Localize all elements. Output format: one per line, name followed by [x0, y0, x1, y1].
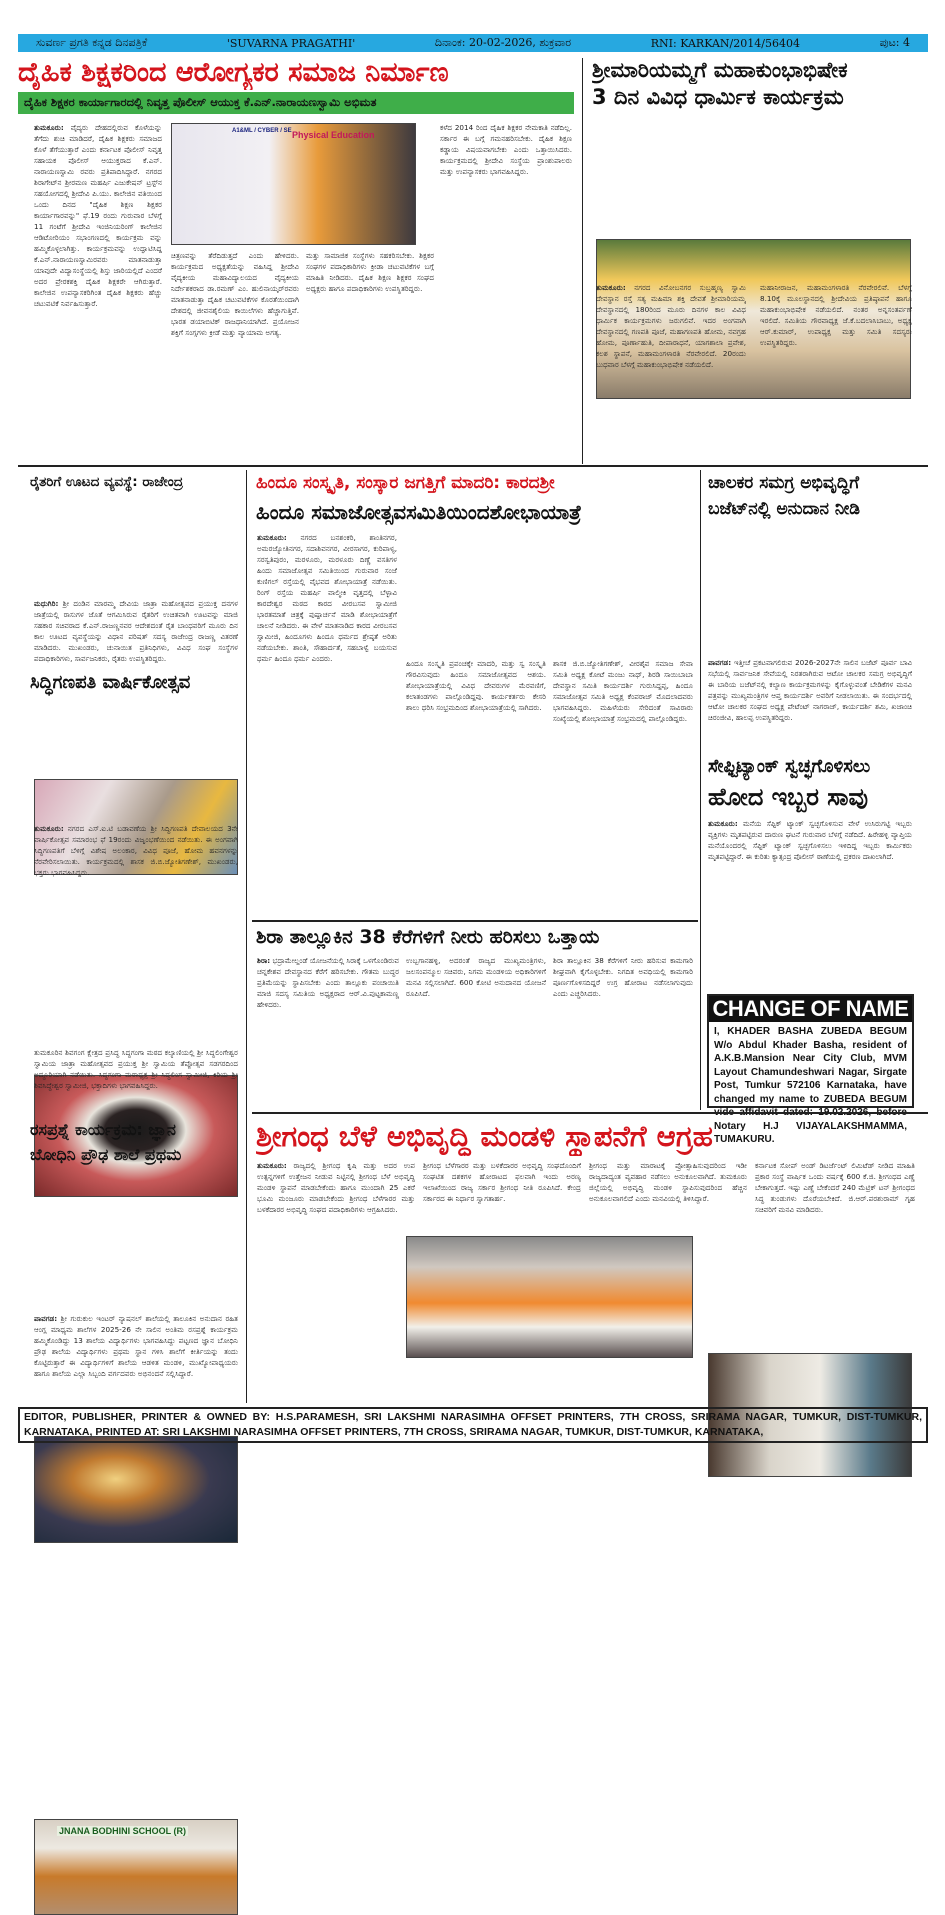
photo-teppotsava: [34, 1436, 238, 1543]
article-farmers-meal: [34, 598, 238, 674]
photo-fitness-workshop: [171, 123, 416, 245]
article-sandalwood-col3: ಶ್ರೀಗಂಧ ಮತ್ತು ಮಾರಾಟಕ್ಕೆ ಪ್ರೋತ್ಸಾಹಿಸುವುದರಿಂದ ಇಡೀ ರಾಜ್ಯದಾದ್ಯಂತ ವ್ಯವಹಾರ ನಡೆಸಲು ಅನುಕೂಲವಾಗಿದೆ. ತುಮಕೂರು ಜಿಲ್ಲೆಯಲ್ಲಿ ಅಭಿವೃದ್ಧಿ ಮಂಡಳಿ ಸ್ಥಾಪಿಸುವುದರಿಂದ ಹೆಚ್ಚಿನ ಅನುಕೂಲವಾಗಲಿದೆ ಎಂದು ಮನವಿಯಲ್ಲಿ ತಿಳಿಸಿದ್ದಾರೆ.: [589, 1161, 747, 1203]
headline-siddaganapathi: ಸಿದ್ಧಿಗಣಪತಿ ವಾರ್ಷಿಕೋತ್ಸವ: [30, 672, 191, 693]
notice-title: CHANGE OF NAME: [709, 996, 912, 1022]
headline-fitness: ದೈಹಿಕ ಶಿಕ್ಷಕರಿಂದ ಆರೋಗ್ಯಕರ ಸಮಾಜ ನಿರ್ಮಾಣ: [18, 57, 449, 88]
dateline: ತುಮಕೂರು:: [708, 819, 738, 828]
headline-septic-line1: ಸೇಫ್ಟಿಟ್ಯಾಂಕ್ ಸ್ವಚ್ಛಗೊಳಿಸಲು: [708, 756, 871, 777]
section-divider: [18, 465, 928, 467]
headline-hindu-line2: ಹಿಂದೂ ಸಮಾಜೋತ್ಸವಸಮಿತಿಯಿಂದಶೋಭಾಯಾತ್ರೆ: [256, 500, 582, 524]
article-text: ನಗರದ ವಿನೋಬನಗರ ಸುಬ್ರಹ್ಮಣ್ಯ ಸ್ವಾಮಿ ದೇವಸ್ಥಾನ ರಸ್ತೆ ಸತ್ಯ ಮಹಿಮಾ ಶಕ್ತಿ ದೇವತೆ ಶ್ರೀಮಾರಿಯಮ್ಮ ದೇವಸ್ಥಾನದಲ್ಲಿ 180ರಿಂದ ಮೂರು ದಿನಗಳ ಕಾಲ ವಿವಿಧ ಧಾರ್ಮಿಕ ಕಾರ್ಯಕ್ರಮಗಳು ಜರುಗಲಿವೆ. ಇದರ ಅಂಗವಾಗಿ ದೇವಸ್ಥಾನದಲ್ಲಿ ಗಣಪತಿ ಪೂಜೆ, ಮಹಾಗಣಪತಿ ಹೋಮ, ನವಗ್ರಹ ಹೋಮ, ಪೂರ್ಣಾಹುತಿ, ದೀಪಾರಾಧನೆ, ಯಾಗಶಾಲಾ ಪ್ರವೇಶ, ಕಲಶ ಸ್ಥಾಪನೆ, ಮಹಾಮಂಗಳಾರತಿ ನೆರವೇರಲಿದೆ. 20ರಂದು ಬುಧವಾರ ಬೆಳಗ್ಗೆ ಮಹಾಕುಂಭಾಭಿಷೇಕ ನಡೆಯಲಿದೆ.: [596, 283, 746, 369]
subhead-fitness: ದೈಹಿಕ ಶಿಕ್ಷಕರ ಕಾರ್ಯಾಗಾರದಲ್ಲಿ ನಿವೃತ್ತ ಪೊಲೀಸ್ ಆಯುಕ್ತ ಕೆ.ಎನ್.ನಾರಾಯಣಸ್ವಾಮಿ ಅಭಿಮತ: [18, 92, 574, 114]
headline-drivers-line1: ಚಾಲಕರ ಸಮಗ್ರ ಅಭಿವೃದ್ಧಿಗೆ: [708, 473, 860, 493]
article-text: ವೈದ್ಯರು ದೇಹದಲ್ಲಿರುವ ಕೊಳೆಯನ್ನು ತೆಗೆದು ಶುಚಿ ಮಾಡಿದರೆ, ದೈಹಿಕ ಶಿಕ್ಷಕರು ಸಮಾಜದ ಕೊಳೆ ತೆಗೆಯುತ್ತಾರೆ ಎಂದು ಕರ್ನಾಟಕ ಪೊಲೀಸ್ ನಿವೃತ್ತ ಸಹಾಯಕ ಪೊಲೀಸ್ ಆಯುಕ್ತರಾದ ಕೆ.ಎನ್. ನಾರಾಯಣಸ್ವಾಮಿ ರವರು ಪ್ರತಿಪಾದಿಸಿದ್ದಾರೆ. ನಗರದ ಶಿರಾಗೇಟ್‌ನ ಶ್ರೀರಮಣ ಮಹರ್ಷಿ ಎಜುಕೇಷನ್ ಟ್ರಸ್ಟ್‌ನ ಸಹಯೋಗದಲ್ಲಿ ಶ್ರೀದೇವಿ ಪಿ.ಯು. ಕಾಲೇಜಿನ ವತಿಯಿಂದ ಒಂದು ದಿನದ "ದೈಹಿಕ ಶಿಕ್ಷಣ ಶಿಕ್ಷಕರ ಕಾರ್ಯಾಗಾರವನ್ನು" ಫೆ.19 ರಂದು ಗುರುವಾರ ಬೆಳಗ್ಗೆ 11 ಗಂಟೆಗೆ ಶ್ರೀದೇವಿ ಇಂಜಿನಿಯರಿಂಗ್ ಕಾಲೇಜಿನ ಆಡಿಟೋರಿಯಂ ಸಭಾಂಗಣದಲ್ಲಿ ಕಾರ್ಯಕ್ರಮ ವನ್ನು ಹಮ್ಮಿಕೊಳ್ಳಲಾಗಿತ್ತು. ಕಾರ್ಯಕ್ರಮವನ್ನು ಉದ್ಘಾಟಿಸಿದ್ದ ಕೆ.ಎನ್.ನಾರಾಯಣಸ್ವಾಮಿರವರು ಮಾತನಾಡುತ್ತಾ ಯಾವುದೇ ವಿದ್ಯಾಸಂಸ್ಥೆಯಲ್ಲಿ ಶಿಸ್ತು ಜಾರಿಯಲ್ಲಿದೆ ಎಂದರೆ ಅದರ ಪ್ರೇರಕಶಕ್ತಿ ದೈಹಿಕ ಶಿಕ್ಷಕರೇ ಆಗಿರುತ್ತಾರೆ. ಕಾಲೇಜಿನ ಉಪನ್ಯಾಸಕರಿಗಿಂತ ದೈಹಿಕ ಶಿಕ್ಷಕರು ಹೆಚ್ಚು ಚಟುವಟಿಕೆ ನಿರ್ವಹಿಸುತ್ತಾರೆ.: [34, 123, 162, 308]
article-hindu-col3: ಶಾಸಕ ಜಿ.ಬಿ.ಜ್ಯೋತಿಗಣೇಶ್, ವೀರಶೈವ ಸಮಾಜ ಸೇವಾ ಸಮಿತಿ ಅಧ್ಯಕ್ಷ ಕೋಟೆ ಮಂಜು ನಾಥ್, ಶಿರಡಿ ಸಾಯಿಬಾಬಾ ದೇವಸ್ಥಾನ ಸಮಿತಿ ಕಾರ್ಯದರ್ಶಿ ಗುರುಸಿದ್ದಪ್ಪ, ಹಿಂದೂ ಸಮಾಜೋತ್ಸವ ಸಮಿತಿ ಅಧ್ಯಕ್ಷ ಕೆಂಪರಾಜ್ ಮೊದಲಾದವರು ಭಾಗವಹಿಸಿದ್ದರು. ಮಹಿಳೆಯರು ಸೇರಿದಂತೆ ಸಾವಿರಾರು ಸಂಖ್ಯೆಯಲ್ಲಿ ಶೋಭಾಯಾತ್ರೆ ಸಂಭ್ರಮದಲ್ಲಿ ಪಾಲ್ಗೊಂಡಿದ್ದರು.: [553, 659, 693, 723]
change-of-name-notice: [707, 994, 914, 1145]
rni-number: RNI: KARKAN/2014/56404: [650, 36, 800, 50]
dateline: ತುಮಕೂರು:: [596, 283, 626, 292]
photo-banner-text: Physical Education: [292, 130, 375, 140]
column-divider: [700, 470, 701, 1110]
article-text: ನಗರದ ಬನಶಂಕರಿ, ಶಾಂತಿನಗರ, ಅಮರಜ್ಯೋತಿನಗರ, ಸದಾಶಿವನಗರ, ವೀರಸಾಗರ, ಕುರಿಪಾಳ್ಯ, ಸರಸ್ವತಿಪುರಂ, ಮರಳೂರು, ಮರಳೂರು ದಿಣ್ಣೆ ವಸತಿಗಳ ಹಿಂದು ಸಮಾಜೋತ್ಸವ ಸಮಿತಿಯಿಂದ ಗುರುವಾರ ಸಂಜೆ ಕುಣಿಗಲ್ ರಸ್ತೆಯಲ್ಲಿ ವೈಭವದ ಶೋಭಾಯಾತ್ರೆ ನಡೆಯಿತು. ರಿಂಗ್ ರಸ್ತೆಯ ಮಹರ್ಷಿ ವಾಲ್ಮೀಕಿ ವೃತ್ತದಲ್ಲಿ ಬೆಳ್ಳಾವಿ ಕಾರದೇಶ್ವರ ಮಠದ ಕಾರದ ವೀರಬಸವ ಸ್ವಾಮೀಜಿ ಭಾರತಮಾತೆ ಚಿತ್ರಕ್ಕೆ ಪುಷ್ಪಾರ್ಚನೆ ಮಾಡಿ ಶೋಭಾಯಾತ್ರೆಗೆ ಚಾಲನೆ ನೀಡಿದರು. ಈ ವೇಳೆ ಮಾತನಾಡಿದ ಕಾರದ ವೀರಬಸವ ಸ್ವಾಮೀಜಿ, ಹಿಂದೂಗಳು ಹಿಂದೂ ಧರ್ಮದ ಶ್ರೇಷ್ಠತೆ ಅರಿತು ನಡೆಯಬೇಕು. ಶಾಂತಿ, ಸೌಹಾರ್ದತೆ, ಸಹಬಾಳ್ವೆ ಬಯಸುವ ಧರ್ಮ ಹಿಂದೂ ಧರ್ಮ ಎಂದರು.: [257, 533, 397, 663]
dateline: ತುಮಕೂರು:: [34, 123, 64, 132]
dateline: ತುಮಕೂರು:: [257, 533, 287, 542]
article-drivers: [708, 657, 912, 745]
headline-kumbhabhisheka-line1: ಶ್ರೀಮಾರಿಯಮ್ಮಗೆ ಮಹಾಕುಂಭಾಭಿಷೇಕ: [592, 58, 848, 82]
article-text: ನಗರದ ಎಸ್.ಐ.ಟಿ ಬಡಾವಣೆಯ ಶ್ರೀ ಸಿದ್ಧಿಗಣಪತಿ ದೇವಾಲಯದ 3ನೇ ವಾರ್ಷಿಕೋತ್ಸವ ಸಮಾರಂಭ ಫೆ 19ರಂದು ವಿಜೃಂಭಣೆಯಿಂದ ನಡೆಯಿತು. ಈ ಅಂಗವಾಗಿ ಸಿದ್ಧಿಗಣಪತಿಗೆ ಬೆಳಿಗ್ಗೆ ವಿಶೇಷ ಅಲಂಕಾರ, ವಿವಿಧ ಪೂಜೆ, ಹೋಮ ಹವನಗಳನ್ನು ನೆರವೇರಿಸಲಾಯಿತು. ಕಾರ್ಯಕ್ರಮದಲ್ಲಿ ಶಾಸಕ ಜಿ.ಬಿ.ಜ್ಯೋತಿಗಣೇಶ್, ಮುಖಂಡರು, ಭಕ್ತರು ಭಾಗವಹಿಸಿದ್ದರು.: [34, 824, 238, 877]
article-quiz: [34, 1313, 238, 1399]
section-divider: [252, 1112, 928, 1114]
headline-drivers-line2: ಬಜೆಟ್‌ನಲ್ಲಿ ಅನುದಾನ ನೀಡಿ: [708, 499, 860, 519]
headline-hindu-line1: ಹಿಂದೂ ಸಂಸ್ಕೃತಿ, ಸಂಸ್ಕಾರ ಜಗತ್ತಿಗೆ ಮಾದರಿ: ಕಾರದಶ್ರೀ: [256, 473, 555, 493]
article-fitness-col4: ಕಳೆದ 2014 ರಿಂದ ದೈಹಿಕ ಶಿಕ್ಷಕರ ನೇಮಕಾತಿ ನಡೆದಿಲ್ಲ. ಸರ್ಕಾರ ಈ ಬಗ್ಗೆ ಗಮನಹರಿಸಬೇಕು. ದೈಹಿಕ ಶಿಕ್ಷಣ ಕಡ್ಡಾಯ ವಿಷಯವಾಗಬೇಕು ಎಂದು ಒತ್ತಾಯಿಸಿದರು. ಕಾರ್ಯಕ್ರಮದಲ್ಲಿ ಶ್ರೀದೇವಿ ಸಂಸ್ಥೆಯ ಪ್ರಾಂಶುಪಾಲರು ಮತ್ತು ಉಪನ್ಯಾಸಕರು ಭಾಗವಹಿಸಿದ್ದರು.: [440, 123, 572, 176]
article-text: ಭದ್ರಾಮೇಲ್ದಂಡೆ ಯೋಜನೆಯಲ್ಲಿ ಸಿರಾಕ್ಕೆ ಒಳಗೊಂಡಿರುವ ಚನ್ನಕೇಶವ ದೇವಸ್ಥಾನದ ಕೆರೆಗೆ ಹರಿಸಬೇಕು. ಗೌತಮ ಬುದ್ಧರ ಪ್ರತಿಮೆಯನ್ನು ಸ್ಥಾಪಿಸಬೇಕು ಎಂದು ತಾಲ್ಲೂಕು ಪಂಚಾಯಿತಿ ಮಾಜಿ ಸದಸ್ಯ ಸಮಿತಿಯ ಅಧ್ಯಕ್ಷರಾದ ಆರ್.ವಿ.ಪುಟ್ಟಕಾಮಣ್ಣ ಹೇಳಿದರು.: [257, 956, 399, 1009]
article-sandalwood-col4: ಕರ್ನಾಟಕ ಸೋಪ್ ಅಂಡ್ ಡಿಟರ್ಜೆಂಟ್ ಲಿಮಿಟೆಡ್ ನೀಡಿದ ಮಾಹಿತಿ ಪ್ರಕಾರ ಸಂಸ್ಥೆ ವಾರ್ಷಿಕ ಒಂದು ವರ್ಷಕ್ಕೆ 600 ಕೆ.ಜಿ. ಶ್ರೀಗಂಧದ ಎಣ್ಣೆ ಬೇಕಾಗುತ್ತದೆ. ಇಷ್ಟು ಎಣ್ಣೆ ಬೇಕೆಂದರೆ 240 ಮೆಟ್ರಿಕ್ ಟನ್ ಶ್ರೀಗಂಧದ ಸಿದ್ಧ ತುಂಡುಗಳು ದೊರೆಯಬೇಕಿದೆ. ಜಿ.ಆರ್.ಪರಶುರಾಮ್ ಗೃಹ ಸಚಿವರಿಗೆ ಮನವಿ ಮಾಡಿದರು.: [755, 1161, 915, 1214]
article-kumbhabhisheka-col1: [596, 282, 746, 462]
caption-teppotsava: ತುಮಕೂರಿನ ಶಿವಗಂಗ ಕ್ಷೇತ್ರದ ಪ್ರಸಿದ್ಧ ಸಿದ್ಧಗಂಗಾ ಮಠದ ಕಲ್ಯಾಣಿಯಲ್ಲಿ ಶ್ರೀ ಸಿದ್ಧಲಿಂಗೇಶ್ವರ ಸ್ವಾಮಿಯ ಜಾತ್ರಾ ಮಹೋತ್ಸವದ ಪ್ರಯುಕ್ತ ಶ್ರೀ ಸ್ವಾಮಿಯ ತೆಪ್ಪೋತ್ಸವ ಸಡಗರದಿಂದ ಅದ್ಧೂರಿಯಾಗಿ ನಡೆಯಿತು. ಸಿದ್ಧಗಂಗಾ ಮಠಾಧ್ಯಕ್ಷ ಶ್ರೀ ಸಿದ್ಧಲಿಂಗ ಸ್ವಾಮೀಜಿ, ಕಿರಿಯ ಶ್ರೀ ಶಿವಸಿದ್ಧೇಶ್ವರ ಸ್ವಾಮೀಜಿ, ಭಕ್ತಾದಿಗಳು ಭಾಗವಹಿಸಿದ್ದರು.: [34, 1048, 238, 1090]
article-septic: [708, 818, 912, 988]
masthead-band: [18, 34, 928, 52]
article-text: ಮನೆಯ ಸೆಪ್ಟಿಕ್ ಟ್ಯಾಂಕ್ ಸ್ವಚ್ಛಗೊಳಿಸುವ ವೇಳೆ ಉಸಿರುಗಟ್ಟಿ ಇಬ್ಬರು ವ್ಯಕ್ತಿಗಳು ಮೃತಪಟ್ಟಿರುವ ದಾರುಣ ಘಟನೆ ಗುರುವಾರ ಬೆಳಗ್ಗೆ ನಡೆದಿದೆ. ಹಿರೇಹಳ್ಳಿ ವ್ಯಾಪ್ತಿಯ ಮನೆಯೊಂದರಲ್ಲಿ ಸೆಪ್ಟಿಕ್ ಟ್ಯಾಂಕ್ ಸ್ವಚ್ಛಗೊಳಿಸಲು ಇಳಿದಿದ್ದ ಇಬ್ಬರು ಕಾರ್ಮಿಕರು ಮೃತಪಟ್ಟಿದ್ದಾರೆ. ಈ ಕುರಿತು ಕ್ಯಾತ್ಸಂದ್ರ ಪೊಲೀಸ್ ಠಾಣೆಯಲ್ಲಿ ಪ್ರಕರಣ ದಾಖಲಾಗಿದೆ.: [708, 819, 912, 861]
paper-name-kannada: ಸುವರ್ಣ ಪ್ರಗತಿ ಕನ್ನಡ ದಿನಪತ್ರಿಕೆ: [36, 36, 148, 49]
headline-sira-lakes: ಶಿರಾ ತಾಲ್ಲೂಕಿನ 38 ಕೆರೆಗಳಿಗೆ ನೀರು ಹರಿಸಲು ಒತ್ತಾಯ: [256, 926, 600, 948]
article-fitness-col1: [34, 122, 162, 462]
dateline: ತುಮಕೂರು:: [34, 824, 64, 833]
dateline: ಶಿರಾ:: [257, 956, 271, 965]
school-sign-text: JNANA BODHINI SCHOOL (R): [59, 1826, 187, 1836]
issue-date: ದಿನಾಂಕ: 20-02-2026, ಶುಕ್ರವಾರ: [434, 36, 572, 49]
photo-quiz-winners: [34, 1819, 238, 1915]
article-text: ಶ್ರೀ ಗುರುಕುಲ ಇಂಟರ್ ನ್ಯಾಷನಲ್ ಶಾಲೆಯಲ್ಲಿ ತಾಲೂಕಿನ ಅನುದಾನ ರಹಿತ ಆಂಗ್ಲ ಮಾಧ್ಯಮ ಶಾಲೆಗಳ 2025-26 ನೇ ಸಾಲಿನ ಅಂತಿಮ ರಸಪ್ರಶ್ನೆ ಕಾರ್ಯಕ್ರಮ ಹಮ್ಮಿಕೊಂಡಿದ್ದು 13 ಶಾಲೆಯ ವಿದ್ಯಾರ್ಥಿಗಳು ಭಾಗವಹಿಸಿದ್ದು ಪಟ್ಟಣದ ಜ್ಞಾನ ಬೋಧಿನಿ ಪ್ರೌಢ ಶಾಲೆಯ ವಿದ್ಯಾರ್ಥಿಗಳು ಪ್ರಥಮ ಸ್ಥಾನ ಗಳಿಸಿ ಶಾಲೆಗೆ ಕೀರ್ತಿಯನ್ನು ತಂದು ಕೊಟ್ಟಿರುತ್ತಾರೆ ಈ ವಿದ್ಯಾರ್ಥಿಗಳಿಗೆ ಶಾಲೆಯ ಆಡಳಿತ ಮಂಡಳಿ, ಮುಖ್ಯೋಪಾಧ್ಯಯರು ಹಾಗೂ ಶಾಲೆಯ ಎಲ್ಲಾ ಸಿಬ್ಬಂದಿ ವರ್ಗದವರು ಅಭಿನಂದನೆ ಸಲ್ಲಿಸಿದ್ದಾರೆ.: [34, 1314, 238, 1378]
article-sira-col3: ಶಿರಾ ತಾಲ್ಲೂಕಿನ 38 ಕೆರೆಗಳಿಗೆ ನೀರು ಹರಿಸುವ ಕಾಮಗಾರಿ ಶೀಘ್ರವಾಗಿ ಕೈಗೊಳ್ಳಬೇಕು. ನಿಗದಿತ ಅವಧಿಯಲ್ಲಿ ಕಾಮಗಾರಿ ಪೂರ್ಣಗೊಳಿಸದಿದ್ದರೆ ಉಗ್ರ ಹೋರಾಟ ನಡೆಸಲಾಗುವುದು ಎಂದು ಎಚ್ಚರಿಸಿದರು.: [553, 956, 693, 998]
article-sira-col1: [257, 955, 399, 1107]
article-text: ಶ್ರೀ ದಂಡಿನ ಮಾರಮ್ಮ ದೇವಿಯ ಜಾತ್ರಾ ಮಹೋತ್ಸವದ ಪ್ರಯುಕ್ತ ದನಗಳ ಜಾತ್ರೆಯಲ್ಲಿ ರಾಸುಗಳ ಜೊತೆ ಆಗಮಿಸಿರುವ ರೈತರಿಗೆ ಉಚಿತವಾಗಿ ಊಟವನ್ನು ಮಾಜಿ ಸಹಕಾರ ಸಚಿವರಾದ ಕೆ.ಎನ್.ರಾಜಣ್ಣನವರ ಆದೇಶದಂತೆ ರೈತ ಬಾಂಧವರಿಗೆ ಮೂರು ದಿನ ಕಾಲ ಊಟದ ವ್ಯವಸ್ಥೆಯನ್ನು ವಿಧಾನ ಪರಿಷತ್ ಸದಸ್ಯ ರಾಜೇಂದ್ರ ರಾಜಣ್ಣ ವಿತರಣೆ ಮಾಡಿದರು. ಮುಖಂಡರು, ಚುನಾಯಿತ ಪ್ರತಿನಿಧಿಗಳು, ವಿವಿಧ ಸಂಘ ಸಂಸ್ಥೆಗಳ ಪದಾಧಿಕಾರಿಗಳು, ಸಾರ್ವಜನಿಕರು, ರೈತರು ಉಪಸ್ಥಿತರಿದ್ದರು.: [34, 599, 238, 663]
article-hindu-col1: [257, 532, 397, 884]
column-divider: [582, 58, 583, 464]
dateline: ಪಾವಗಡ:: [708, 658, 732, 667]
dateline: ಪಾವಗಡ:: [34, 1314, 58, 1323]
article-text: ರಾಜ್ಯದಲ್ಲಿ ಶ್ರೀಗಂಧ ಕೃಷಿ ಮತ್ತು ಅದರ ಉಪ ಉತ್ಪನ್ನಗಳಿಗೆ ಉತ್ತೇಜನ ನೀಡುವ ನಿಟ್ಟಿನಲ್ಲಿ ಶ್ರೀಗಂಧ ಬೆಳೆ ಅಭಿವೃದ್ಧಿ ಮಂಡಳಿ ಸ್ಥಾಪನೆ ಮಾಡಬೇಕೆಂದು ಹಾಗೂ ಮುಂದಾಗಿ 25 ಎಕರೆ ಭೂಮಿ ಮಂಜೂರು ಮಾಡಬೇಕೆಂದು ಶ್ರೀಗಂಧ ಬೆಳೆಗಾರರ ಮತ್ತು ಬಳಕೆದಾರರ ಅಭಿವೃದ್ಧಿ ಸಂಘದ ಪದಾಧಿಕಾರಿಗಳು ಆಗ್ರಹಿಸಿದರು.: [257, 1161, 415, 1214]
article-sandalwood-col2: ಶ್ರೀಗಂಧ ಬೆಳೆಗಾರರ ಮತ್ತು ಬಳಕೆದಾರರ ಅಭಿವೃದ್ಧಿ ಸಂಘದೊಂದಿಗೆ ಸಂಘಟಿತ ದಶಕಗಳ ಹೋರಾಟದ ಫಲವಾಗಿ ಇಂದು ಅರಣ್ಯ ಇಲಾಖೆಯಿಂದ ರಾಜ್ಯ ಸರ್ಕಾರ ಶ್ರೀಗಂಧ ನೀತಿ ರೂಪಿಸಿದೆ. ಕೇಂದ್ರ ಸರ್ಕಾರದ ಈ ನಿರ್ಧಾರ ಸ್ವಾಗತಾರ್ಹ.: [423, 1161, 581, 1203]
article-text: ಇತ್ತೀಚೆ ಪ್ರಕಟವಾಗಲಿರುವ 2026-2027ನೇ ಸಾಲಿನ ಬಜೆಟ್ ಪೂರ್ವ ಬಾವಿ ಸಭೆಯಲ್ಲಿ ಸಾರ್ವಜನಿಕ ಸೇವೆಯಲ್ಲಿ ನಿರತರಾಗಿರುವ ಆಟೋ ಚಾಲಕರ ಸಮಗ್ರ ಅಭಿವೃದ್ಧಿಗೆ ಈ ಬಾರಿಯ ಬಜೆಟ್‌ನಲ್ಲಿ ಕಲ್ಯಾಣ ಕಾರ್ಯಕ್ರಮಗಳನ್ನು ಕೈಗೊಳ್ಳುವಂತೆ ಬೇಡಿಕೆಗಳ ಮನವಿ ಪತ್ರವನ್ನು ಮುಖ್ಯಮಂತ್ರಿಗಳ ಆಪ್ತ ಕಾರ್ಯದರ್ಶಿ ಅವರಿಗೆ ನೀಡಲಾಯಿತು. ಈ ಸಂದರ್ಭದಲ್ಲಿ ಆಟೋ ಚಾಲಕರ ಸಂಘದ ಅಧ್ಯಕ್ಷ ಪೇಟೆಂಟ್ ನಾಗರಾಜ್, ಕಾರ್ಯದರ್ಶಿ ಶಮಿ, ಖಜಾಂಚಿ ಚಿರಂಜೀವಿ, ಹಾಲಪ್ಪ ಉಪಸ್ಥಿತರಿದ್ದರು.: [708, 658, 912, 722]
headline-quiz-line1: ರಸಪ್ರಶ್ನೆ ಕಾರ್ಯಕ್ರಮ: ಜ್ಞಾನ: [30, 1120, 176, 1139]
photo-sign-text: A1&ML / CYBER / SE: [232, 128, 292, 134]
article-hindu-col2: ಹಿಂದೂ ಸಂಸ್ಕೃತಿ ಪ್ರಪಂಚಕ್ಕೇ ಮಾದರಿ, ಮತ್ತು ಸ್ವ ಸಂಸ್ಕೃತಿ ಗೌರವಿಸುವುದು ಹಿಂದೂ ಸಮಾಜೋತ್ಸವದ ಆಶಯ. ಶೋಭಾಯಾತ್ರೆಯಲ್ಲಿ ವಿವಿಧ ದೇವರುಗಳ ಮೆರವಣಿಗೆ, ಕಲಾತಂಡಗಳು ಪಾಲ್ಗೊಂಡಿದ್ದವು. ಕಾರ್ಯಕರ್ತರು ಕೇಸರಿ ಶಾಲು ಧರಿಸಿ ಸಂಭ್ರಮದಿಂದ ಶೋಭಾಯಾತ್ರೆಯಲ್ಲಿ ಸಾಗಿದರು.: [406, 659, 546, 712]
headline-septic-line2: ಹೋದ ಇಬ್ಬರ ಸಾವು: [708, 783, 869, 811]
notice-text: I, KHADER BASHA ZUBEDA BEGUM W/o Abdul Khader Basha, resident of A.K.B.Mansion Near City Club, MVM Layout Chamundeshwari Nagar, Sirgate Post, Tumkur 572106 Karnataka, have changed my name to ZUBEDA BEGUM Notary H.J VIJAYALAKSHMAMMA, TUMAKURU.: [714, 1026, 907, 1145]
headline-kumbhabhisheka-line2: 3 ದಿನ ವಿವಿಧ ಧಾರ್ಮಿಕ ಕಾರ್ಯಕ್ರಮ: [592, 85, 844, 109]
headline-farmers-meal: ರೈತರಿಗೆ ಊಟದ ವ್ಯವಸ್ಥೆ: ರಾಜೇಂದ್ರ: [30, 474, 184, 490]
dateline: ತುಮಕೂರು:: [257, 1161, 287, 1170]
headline-quiz-line2: ಬೋಧಿನಿ ಪ್ರೌಢ ಶಾಲೆ ಪ್ರಥಮ: [30, 1145, 182, 1164]
headline-sandalwood: ಶ್ರೀಗಂಧ ಬೆಳೆ ಅಭಿವೃದ್ಧಿ ಮಂಡಳಿ ಸ್ಥಾಪನೆಗೆ ಆಗ್ರಹ: [256, 1119, 713, 1153]
article-siddaganapathi: [34, 823, 238, 933]
paper-name-english: 'SUVARNA PRAGATHI': [226, 36, 356, 50]
article-fitness-col3: ಮತ್ತು ಸಾಮಾಜಿಕ ಸಂಸ್ಥೆಗಳು ಸಹಕರಿಸಬೇಕು. ಶಿಕ್ಷಕರ ಸಂಘಗಳ ಪದಾಧಿಕಾರಿಗಳು ಕ್ರೀಡಾ ಚಟುವಟಿಕೆಗಳ ಬಗ್ಗೆ ಮಾಹಿತಿ ನೀಡಿದರು. ದೈಹಿಕ ಶಿಕ್ಷಣ ಶಿಕ್ಷಕರ ಸಂಘದ ಅಧ್ಯಕ್ಷರು ಹಾಗೂ ಪದಾಧಿಕಾರಿಗಳು ಉಪಸ್ಥಿತರಿದ್ದರು.: [306, 251, 434, 293]
page-number: ಪುಟ: 4: [879, 36, 910, 49]
article-sandalwood-col1: [257, 1160, 415, 1402]
article-fitness-col2: ಚಿತ್ರಣವನ್ನು ತೆರೆದಿಡುತ್ತದೆ ಎಂದು ಹೇಳಿದರು. ಕಾರ್ಯಕ್ರಮದ ಅಧ್ಯಕ್ಷತೆಯನ್ನು ವಹಿಸಿದ್ದ ಶ್ರೀದೇವಿ ವೈದ್ಯಕೀಯ ಮಹಾವಿದ್ಯಾಲಯದ ವೈದ್ಯಕೀಯ ನಿರ್ದೇಶಕರಾದ ಡಾ.ರಮಣ್ ಎಂ. ಹುಲಿನಾಯ್ಕರ್‌ರವರು ಮಾತನಾಡುತ್ತಾ ದೈಹಿಕ ಚಟುವಟಿಕೆಗಳ ಕೊರತೆಯಿಂದಾಗಿ ದೇಶದಲ್ಲಿ ಜೀವನಶೈಲಿಯ ಕಾಯಿಲೆಗಳು ಹೆಚ್ಚಾಗುತ್ತಿವೆ. ಭಾರತ ಡಯಾಬಿಟಿಕ್ ರಾಜಧಾನಿಯಾಗಿದೆ. ಪ್ರಯೋಜನ ಶಕ್ತಿಗೆ ಸಂಗ್ಸಗಳು ಕ್ರೀಡೆ ಮತ್ತು ವ್ಯಾಯಾಮ ಅಗತ್ಯ.: [171, 251, 299, 337]
article-sira-col2: ಉಬ್ಬಗಾನಹಳ್ಳಿ, ಅದರಂತೆ ರಾಜ್ಯದ ಮುಖ್ಯಮಂತ್ರಿಗಳು, ಜಲಸಂಪನ್ಮೂಲ ಸಚಿವರು, ನಿಗಮ ಮಂಡಳಿಯ ಅಧಿಕಾರಿಗಳಿಗೆ ಮನವಿ ಸಲ್ಲಿಸಲಾಗಿದೆ. 600 ಕೋಟಿ ಅನುದಾನದ ಯೋಜನೆ ರೂಪಿಸಿದೆ.: [406, 956, 546, 998]
dateline: ಮಧುಗಿರಿ:: [34, 599, 59, 608]
article-kumbhabhisheka-col2: ಮಹಾನೀರಾಜನ, ಮಹಾಮಂಗಳಾರತಿ ನೆರವೇರಲಿವೆ. ಬೆಳಗ್ಗೆ 8.10ಕ್ಕೆ ಮೂಲಸ್ಥಾನದಲ್ಲಿ ಶ್ರೀದೇವಿಯ ಪ್ರತಿಷ್ಠಾಪನೆ ಹಾಗೂ ಮಹಾಕುಂಭಾಭಿಷೇಕ ನಡೆಯಲಿದೆ. ನಂತರ ಅನ್ನಸಂತರ್ಪಣೆ ಇರಲಿದೆ. ಸಮಿತಿಯ ಗೌರವಾಧ್ಯಕ್ಷ ಜೆ.ಕೆ.ಬದಲಾಸಿಬಾಬು, ಅಧ್ಯಕ್ಷ ಆರ್.ಕುಮಾರ್, ಉಪಾಧ್ಯಕ್ಷ ಮತ್ತು ಸಮಿತಿ ಸದಸ್ಯರು ಉಪಸ್ಥಿತರಿದ್ದರು.: [760, 283, 912, 347]
imprint-footer: EDITOR, PUBLISHER, PRINTER & OWNED BY: H.S.PARAMESH, SRI LAKSHMI NARASIMHA OFFSET PRINTERS, 7TH CROSS, SRIRAMA NAGAR, TUMKUR, DIST-TUMKUR, KARNATAKA, PRINTED AT: SRI LAKSHMI NARASIMHA OFFSET PRINTERS, 7TH CROSS, SRIRAMA NAGAR, TUMKUR, DIST-TUMKUR, KARNATAKA,: [18, 1407, 928, 1443]
column-divider: [246, 470, 247, 1403]
